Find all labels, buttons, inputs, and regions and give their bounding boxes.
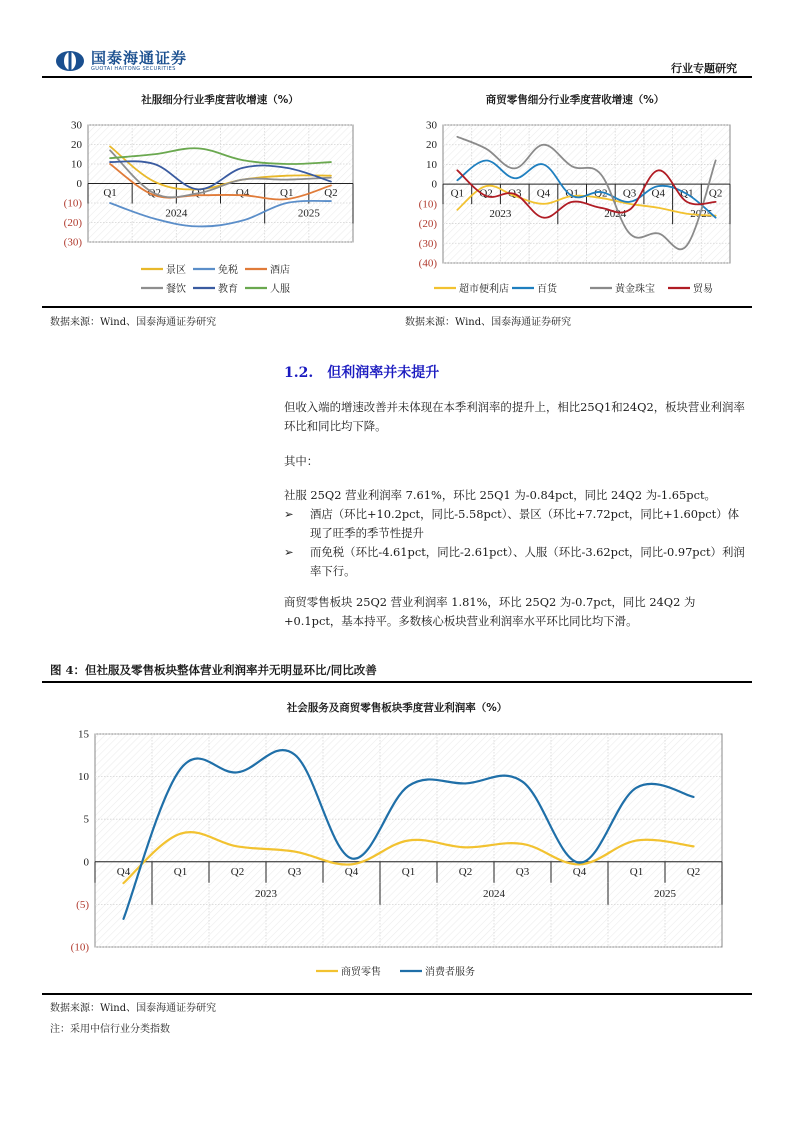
- legend-label: 百货: [537, 284, 557, 295]
- legend-label: 餐饮: [166, 284, 186, 295]
- x-category-label: Q2: [458, 865, 473, 878]
- year-label: 2025: [297, 207, 320, 220]
- y-tick-label: (20): [418, 218, 437, 231]
- x-category-label: Q4: [235, 186, 250, 199]
- y-tick-label: (20): [63, 217, 82, 229]
- company-logo: [55, 50, 187, 72]
- section-heading: [284, 362, 439, 382]
- x-category-label: Q4: [651, 187, 665, 200]
- y-tick-label: (30): [63, 236, 82, 249]
- y-tick-label: 15: [78, 728, 89, 741]
- y-tick-label: 30: [426, 119, 437, 132]
- x-category-label: Q2: [594, 187, 608, 200]
- legend-label: 消费者服务: [425, 967, 475, 978]
- year-label: 2024: [604, 208, 627, 221]
- year-label: 2025: [690, 208, 713, 221]
- bullet-item: [284, 543, 750, 581]
- y-tick-label: (10): [418, 198, 437, 211]
- y-tick-label: 20: [71, 139, 82, 151]
- x-category-label: Q1: [280, 186, 294, 199]
- legend-label: 教育: [218, 284, 238, 295]
- y-tick-label: (10): [70, 941, 89, 954]
- source-left: 数据来源：Wind、国泰海通证券研究: [50, 317, 217, 328]
- y-tick-label: 10: [71, 158, 82, 171]
- x-category-label: Q1: [565, 187, 579, 200]
- source-right: 数据来源：Wind、国泰海通证券研究: [405, 317, 572, 328]
- header-divider: [42, 76, 752, 78]
- x-category-label: Q2: [324, 186, 338, 199]
- x-category-label: Q4: [344, 865, 359, 878]
- bullet-text: 而免税（环比-4.61pct，同比-2.61pct）、人服（环比-3.62pct，同比-0.97pct）利润率下行。: [310, 545, 745, 578]
- y-tick-label: (5): [76, 898, 89, 911]
- paragraph-among: 其中：: [284, 454, 319, 468]
- x-category-label: Q1: [680, 187, 694, 200]
- year-label: 2024: [483, 888, 505, 901]
- y-tick-label: 0: [431, 178, 437, 191]
- year-label: 2024: [165, 207, 188, 220]
- x-category-label: Q3: [515, 865, 530, 878]
- x-category-label: Q2: [147, 186, 161, 199]
- y-tick-label: (30): [418, 237, 437, 250]
- y-tick-label: 10: [426, 158, 437, 171]
- x-category-label: Q2: [686, 865, 701, 878]
- x-category-label: Q1: [401, 865, 416, 878]
- y-tick-label: 0: [76, 178, 82, 190]
- chart-retail-revenue: [400, 112, 750, 302]
- x-category-label: Q2: [479, 187, 493, 200]
- x-category-label: Q1: [629, 865, 644, 878]
- y-tick-label: 10: [78, 771, 89, 784]
- x-category-label: Q4: [116, 865, 131, 878]
- logo-english-name: GUOTAI HAITONG SECURITIES: [91, 65, 176, 72]
- legend-label: 超市便利店: [459, 284, 509, 295]
- legend-label: 酒店: [270, 265, 290, 276]
- section-number: 1.2.: [284, 365, 314, 381]
- bullet-item: [284, 505, 750, 543]
- x-category-label: Q2: [708, 187, 723, 200]
- year-label: 2023: [489, 208, 512, 221]
- report-type: 行业专题研究: [671, 62, 737, 75]
- paragraph-retail: 商贸零售板块 25Q2 营业利润率 1.81%，环比 25Q2 为-0.7pct，同比 24Q2 为+0.1pct，基本持平。多数核心板块营业利润率水平环比同比均下滑。: [284, 595, 696, 628]
- y-tick-label: 30: [71, 119, 82, 132]
- figure-note: 注：采用中信行业分类指数: [50, 1024, 170, 1035]
- y-tick-label: (40): [418, 257, 437, 270]
- paragraph-social-services: [284, 486, 750, 581]
- social-services-summary: 社服 25Q2 营业利润率 7.61%，环比 25Q1 为-0.84pct，同比 24Q2 为-1.65pct。: [284, 488, 716, 502]
- arrow-bullet-icon: ➢: [284, 507, 294, 521]
- chart-operating-margin: [42, 720, 752, 990]
- x-category-label: Q3: [191, 186, 206, 199]
- chart-title-social-services: 社服细分行业季度营收增速（%）: [141, 94, 299, 106]
- x-category-label: Q2: [230, 865, 245, 878]
- y-tick-label: 0: [83, 856, 89, 869]
- legend-label: 贸易: [693, 284, 713, 295]
- x-category-label: Q4: [572, 865, 587, 878]
- legend-label: 商贸零售: [341, 967, 381, 978]
- legend-label: 人服: [270, 284, 290, 295]
- charts-bottom-rule: [42, 306, 752, 308]
- legend-label: 黄金珠宝: [615, 284, 655, 295]
- logo-chinese-name: 国泰海通证券: [91, 48, 188, 67]
- figure-title: 图 4：但社服及零售板块整体营业利润率并无明显环比/同比改善: [50, 663, 377, 677]
- chart-social-services-revenue: [45, 112, 395, 302]
- chart-title-margin: 社会服务及商贸零售板块季度营业利润率（%）: [286, 702, 508, 714]
- y-tick-label: 20: [426, 139, 437, 152]
- y-tick-label: (10): [63, 197, 82, 210]
- logo-icon: [55, 50, 85, 72]
- section-title: 但利润率并未提升: [327, 365, 440, 381]
- figure-top-rule: [42, 681, 752, 683]
- year-label: 2023: [255, 888, 277, 901]
- legend-label: 景区: [166, 265, 186, 276]
- bullet-text: 酒店（环比+10.2pct，同比-5.58pct）、景区（环比+7.72pct，同比+1.60pct）体现了旺季的季节性提升: [310, 507, 740, 540]
- x-category-label: Q3: [508, 187, 522, 200]
- paragraph-intro: 但收入端的增速改善并未体现在本季利润率的提升上，相比25Q1和24Q2，板块营业利润率环比和同比均下降。: [284, 400, 745, 433]
- x-category-label: Q1: [103, 186, 117, 199]
- chart-title-retail: 商贸零售细分行业季度营收增速（%）: [485, 94, 665, 106]
- arrow-bullet-icon: ➢: [284, 545, 294, 559]
- y-tick-label: 5: [83, 813, 89, 826]
- figure-source: 数据来源：Wind、国泰海通证券研究: [50, 1003, 217, 1014]
- year-label: 2025: [654, 888, 676, 901]
- x-category-label: Q1: [173, 865, 188, 878]
- x-category-label: Q4: [536, 187, 551, 200]
- figure-bottom-rule: [42, 993, 752, 995]
- x-category-label: Q1: [450, 187, 465, 200]
- x-category-label: Q3: [287, 865, 302, 878]
- x-category-label: Q3: [622, 187, 637, 200]
- legend-label: 免税: [218, 265, 238, 276]
